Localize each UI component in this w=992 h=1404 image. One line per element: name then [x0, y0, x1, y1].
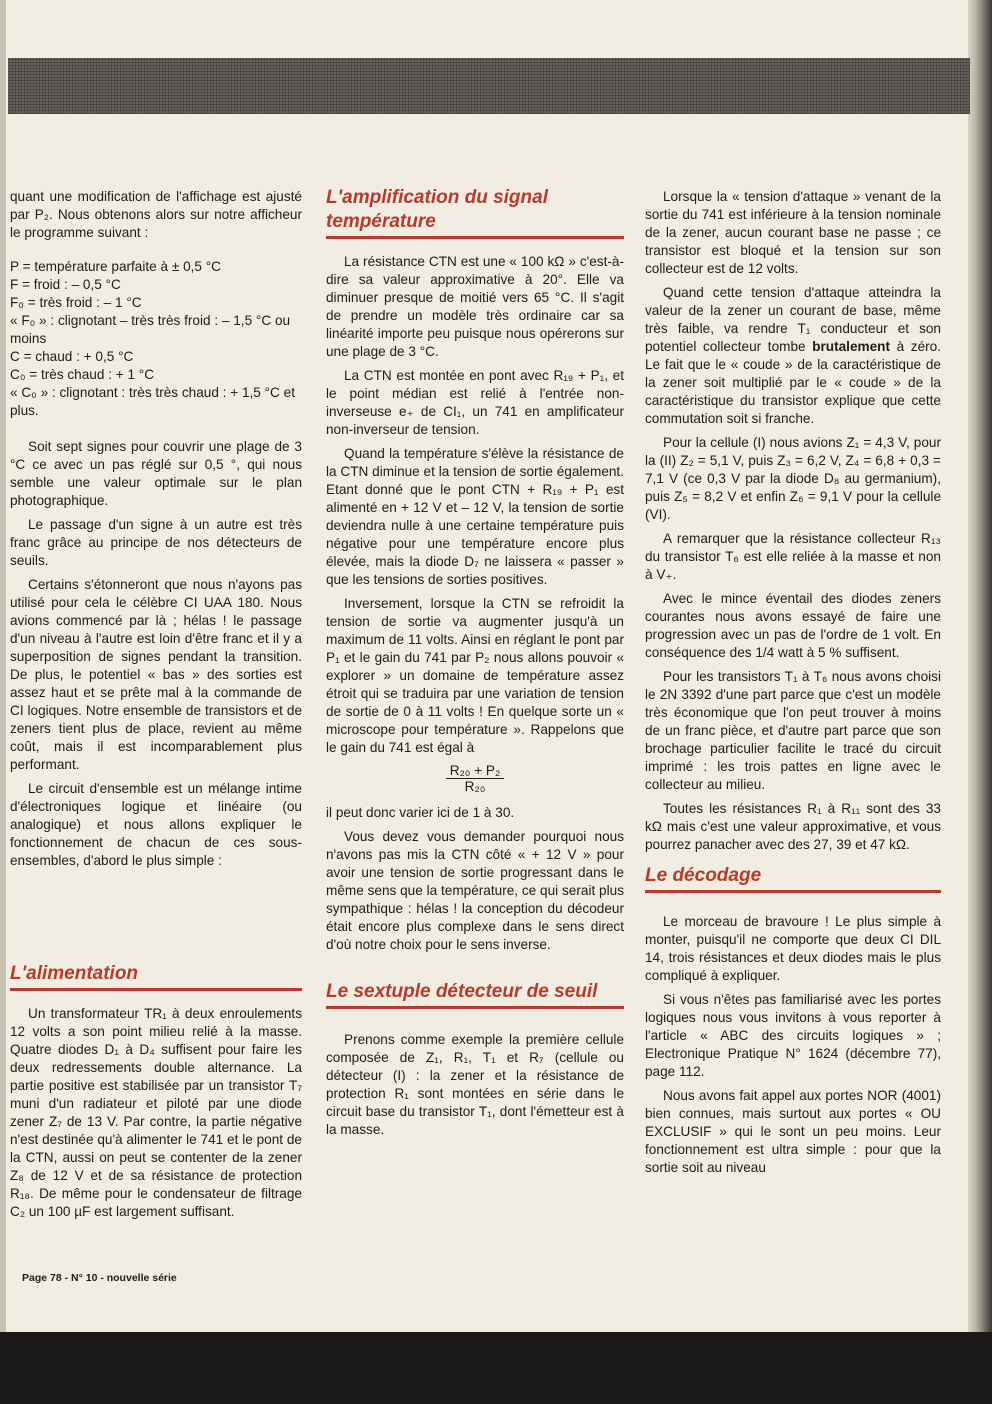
program-line: « F₀ » : clignotant – très très froid : – 1,5 °C ou moins — [10, 313, 291, 346]
program-list — [10, 258, 302, 420]
program-line: F = froid : – 0,5 °C — [10, 277, 121, 292]
section-heading-amplification: L'amplification du signal température — [326, 187, 548, 232]
paragraph: Un transformateur TR₁ à deux enroulements 12 volts a son point milieu relié à la masse. Quatre diodes D₁ à D₄ suffisent pour faire les deux redressements double alternance. La partie positive est stabilisée par un transistor T₇ muni d'un radiateur et piloté par une diode zener Z₇ de 13 V. Par contre, la partie négative n'est destinée qu'à alimenter le 741 et le pont de la CTN, aussi on peut se contenter de la zener Z₈ de 12 V et de sa résistance de protection R₁₈. De même pour le condensateur de filtrage C₂ un 100 µF est largement suffisant. — [10, 1006, 302, 1219]
paragraph: La CTN est montée en pont avec R₁₉ + P₁, et le point médian est relié à l'entrée non-inverseuse e₊ de CI₁, un 741 en amplificateur non-inverseur de tension. — [326, 368, 624, 437]
paragraph: Pour la cellule (I) nous avions Z₁ = 4,3 V, pour la (II) Z₂ = 5,1 V, puis Z₃ = 6,2 V, Z₄ = 6,8 + 0,3 = 7,1 V (ce 0,3 V par la diode D₈ au germanium), puis Z₅ = 8,2 V et enfin Z₆ = 9,1 V pour la cellule (VI). — [645, 435, 941, 522]
section-heading-sextuple: Le sextuple détecteur de seuil — [326, 981, 598, 1002]
program-line: « C₀ » : clignotant : très très chaud : + 1,5 °C et plus. — [10, 385, 295, 418]
gain-formula — [326, 763, 624, 794]
paragraph: Quand la température s'élève la résistance de la CTN diminue et la tension de sortie également. Etant donné que le pont CTN + R₁₉ + P₁ est alimenté en + 12 V et – 12 V, la tension de sortie deviendra nulle à une certaine température puis négative pour une température encore plus élevée, mais la diode D₇ ne laissera « passer » que les tensions de sorties positives. — [326, 446, 624, 587]
paragraph: il peut donc varier ici de 1 à 30. — [326, 805, 515, 820]
paragraph: Vous devez vous demander pourquoi nous n'avons pas mis la CTN côté « + 12 V » pour avoir une tension de sortie progressant dans le même sens que la température, ce qui serait plus sympathique : hélas ! la conception du décodeur était encore plus complexe dans le sens direct d'où notre choix pour le sens inverse. — [326, 829, 624, 952]
paragraph: Le morceau de bravoure ! Le plus simple à monter, puisqu'il ne comporte que deux CI DIL 14, trois résistances et deux diodes mais le plus compliqué à expliquer. — [645, 914, 941, 983]
paragraph: Avec le mince éventail des diodes zeners courantes nous avons essayé de faire une progression avec un pas de l'ordre de 1 volt. En conséquence des 1/4 watt à 5 % suffisent. — [645, 591, 941, 660]
section-heading-decodage: Le décodage — [645, 865, 762, 886]
text-run: Quand cette tension d'attaque atteindra la valeur de la zener un courant de base, même très faible, va rendre T₁ conducteur et son potentiel collecteur tombe — [645, 285, 941, 354]
program-line: C = chaud : + 0,5 °C — [10, 349, 134, 364]
heading-rule — [326, 236, 624, 239]
paragraph: Si vous n'êtes pas familiarisé avec les portes logiques nous vous invitons à vous reporter à l'article « ABC des circuits logiques » ; Electronique Pratique N° 1624 (décembre 77), page 112. — [645, 992, 941, 1079]
column-1 — [10, 188, 302, 1221]
heading-rule — [645, 890, 941, 893]
formula-denominator: R₂₀ — [464, 779, 486, 794]
page-bottom-shadow — [0, 1332, 992, 1404]
paragraph: Pour les transistors T₁ à T₆ nous avons choisi le 2N 3392 d'une part parce que c'est un modèle très économique que l'on peut trouver à moins de un franc pièce, et d'autre part parce que son brochage particulier facilite le tracé du circuit imprimé : les trois pattes en ligne avec le collecteur au milieu. — [645, 669, 941, 792]
paragraph — [645, 284, 941, 428]
paragraph: Toutes les résistances R₁ à R₁₁ sont des 33 kΩ mais c'est une valeur approximative, et vous pourrez panacher avec des 27, 39 et 47 kΩ. — [645, 801, 941, 852]
paragraph: Le passage d'un signe à un autre est très franc grâce au principe de nos détecteurs de seuils. — [10, 517, 302, 568]
column-3 — [645, 188, 941, 1177]
text-run: à zéro. Le fait que le « coude » de la caractéristique de la zener soit multiplié par le « coude » de la caractéristique du transistor explique que cette commutation soit si franche. — [645, 339, 941, 426]
heading-rule — [326, 1006, 624, 1009]
heading-rule — [10, 988, 302, 991]
paragraph: Le circuit d'ensemble est un mélange intime d'électroniques logique et linéaire (ou analogique) et nous allons expliquer le fonctionnement de chacun de ces sous-ensembles, d'abord le plus simple : — [10, 781, 302, 868]
paragraph: quant une modification de l'affichage est ajusté par P₂. Nous obtenons alors sur notre afficheur le programme suivant : — [10, 189, 302, 240]
page-footer: Page 78 - N° 10 - nouvelle série — [22, 1272, 177, 1284]
paragraph: Certains s'étonneront que nous n'ayons pas utilisé pour cela le célèbre CI UAA 180. Nous avions commencé par là ; hélas ! le passage d'un niveau à l'autre est loin d'être franc et il y a superposition de signes pendant la transition. De plus, le potentiel « bas » des sorties est assez haut et se prête mal à la commande de CI logiques. Notre ensemble de transistors et de zeners tient plus de place, revient au même coût, mais il est incomparablement plus performant. — [10, 577, 302, 772]
paragraph: Prenons comme exemple la première cellule composée de Z₁, R₁, T₁ et R₇ (cellule ou détecteur (I) : la zener et la résistance de protection R₁ sont montées en série dans le circuit base du transistor T₁, dont l'émetteur est à la masse. — [326, 1032, 624, 1137]
formula-numerator: R₂₀ + P₂ — [446, 763, 505, 779]
bold-text: brutalement — [812, 339, 890, 354]
program-line: P = température parfaite à ± 0,5 °C — [10, 259, 222, 274]
program-line: F₀ = très froid : – 1 °C — [10, 295, 142, 310]
page-binding-edge — [968, 0, 992, 1404]
page-left-edge — [0, 0, 6, 1404]
paragraph: Soit sept signes pour couvrir une plage de 3 °C ce avec un pas réglé sur 0,5 °, qui nous semble une valeur optimale sur le plan photographique. — [10, 439, 302, 508]
column-2 — [326, 186, 624, 1139]
program-line: C₀ = très chaud : + 1 °C — [10, 367, 155, 382]
paragraph: La résistance CTN est une « 100 kΩ » c'est-à-dire sa valeur approximative à 20°. Elle va diminuer presque de moitié vers 65 °C. Il s'agit de prendre un modèle très ordinaire car sa linéarité importe peu puisque nous opérerons sur une plage de 3 °C. — [326, 254, 624, 359]
paragraph: Inversement, lorsque la CTN se refroidit la tension de sortie va augmenter jusqu'à un maximum de 11 volts. Ainsi en réglant le pont par P₁ et le gain du 741 par P₂ nous allons pouvoir « explorer » un domaine de température assez étroit qui se traduira par une variation de tension de sortie de 0 à 11 volts ! En quelque sorte un « microscope pour température ». Rappelons que le gain du 741 est égal à — [326, 596, 624, 755]
paragraph: Nous avons fait appel aux portes NOR (4001) bien connues, mais surtout aux portes « OU EXCLUSIF » qui le sont un peu moins. Leur fonctionnement est ultra simple : pour que la sortie soit au niveau — [645, 1088, 941, 1175]
paragraph: Lorsque la « tension d'attaque » venant de la sortie du 741 est inférieure à la tension nominale de la zener, aucun courant base ne passe ; ce transistor est bloqué et la tension sur son collecteur est de 12 volts. — [645, 189, 941, 276]
paragraph: A remarquer que la résistance collecteur R₁₃ du transistor T₆ est elle reliée à la masse et non à V₊. — [645, 531, 941, 582]
header-banner — [8, 58, 970, 114]
section-heading-alimentation: L'alimentation — [10, 963, 139, 984]
